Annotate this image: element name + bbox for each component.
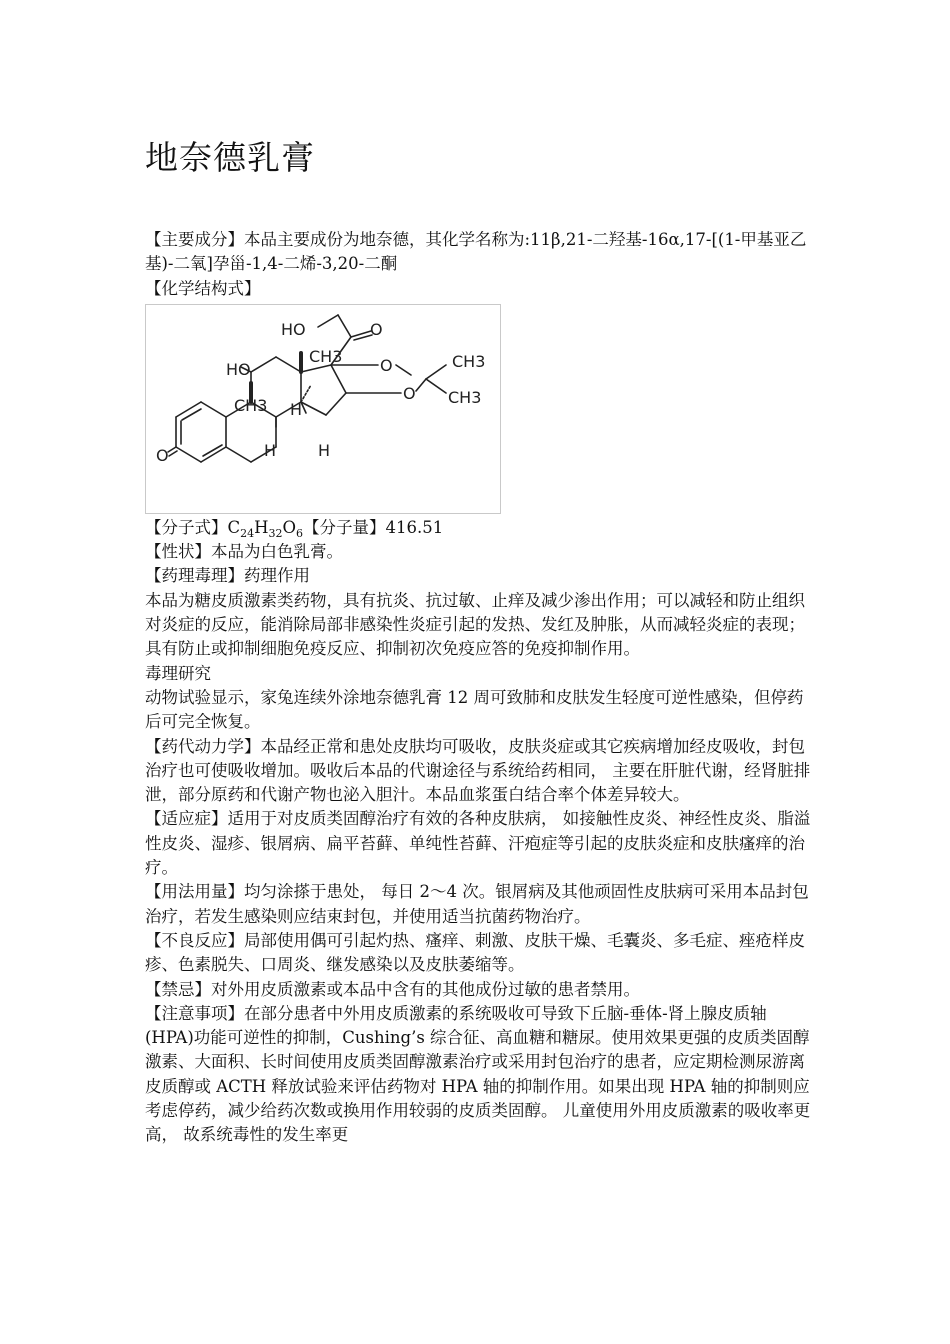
weight-label: 【分子量】	[303, 517, 386, 537]
formula-h-count: 32	[268, 526, 283, 540]
formula-o-count: 6	[296, 526, 304, 540]
label-ho-left: HO	[226, 359, 251, 379]
label-h-2: H	[264, 440, 277, 460]
character-paragraph: 【性状】本品为白色乳膏。	[145, 542, 343, 562]
label-o-1: O	[380, 355, 393, 375]
formula-label: 【分子式】	[145, 517, 228, 537]
page-title: 地奈德乳膏	[145, 138, 315, 177]
formula-paragraph	[145, 516, 815, 540]
contraindications-paragraph: 【禁忌】对外用皮质激素或本品中含有的其他成份过敏的患者禁用。	[145, 979, 640, 999]
label-ch3-top: CH3	[309, 346, 343, 366]
label-o-2: O	[403, 383, 416, 403]
label-o-ketone: O	[370, 319, 383, 339]
pharmacokinetics-paragraph: 【药代动力学】本品经正常和患处皮肤均可吸收，皮肤炎症或其它疾病增加经皮吸收，封包治疗也可使吸收增加。吸收后本品的代谢途径与系统给药相同， 主要在肝脏代谢，经肾脏排泄，部分原药和代谢产物也泌入胆汁。本品血浆蛋白结合率个体差异较大。	[145, 736, 811, 805]
formula-c-count: 24	[240, 526, 255, 540]
indications-paragraph: 【适应症】适用于对皮质类固醇治疗有效的各种皮肤病， 如接触性皮炎、神经性皮炎、脂溢性皮炎、湿疹、银屑病、扁平苔藓、单纯性苔藓、汗疱症等引起的皮肤炎症和皮肤瘙痒的治疗。	[145, 809, 811, 878]
label-o-bottom: O	[156, 445, 169, 465]
pharmacology-heading: 【药理毒理】药理作用	[145, 566, 310, 586]
dosage-paragraph: 【用法用量】均匀涂搽于患处， 每日 2～4 次。银屑病及其他顽固性皮肤病可采用本品封包治疗，若发生感染则应结束封包，并使用适当抗菌药物治疗。	[145, 882, 809, 926]
formula-o: O	[282, 517, 297, 537]
formula-c: C	[227, 517, 241, 537]
label-h-3: H	[318, 440, 331, 460]
document-body	[145, 228, 815, 1148]
structure-heading: 【化学结构式】	[145, 278, 261, 298]
composition-paragraph: 【主要成分】本品主要成份为地奈德，其化学名称为:11β,21-二羟基-16α,17-[(1-甲基亚乙基)-二氧]孕甾-1,4-二烯-3,20-二酮	[145, 230, 807, 274]
adverse-reactions-paragraph: 【不良反应】局部使用偶可引起灼热、瘙痒、刺激、皮肤干燥、毛囊炎、多毛症、痤疮样皮疹、色素脱失、口周炎、继发感染以及皮肤萎缩等。	[145, 930, 805, 975]
chemical-structure-diagram	[146, 305, 500, 513]
label-h-1: H	[290, 399, 303, 419]
pharmacology-paragraph: 本品为糖皮质激素类药物，具有抗炎、抗过敏、止痒及减少渗出作用；可以减轻和防止组织对炎症的反应，能消除局部非感染性炎症引起的发热、发红及肿胀，从而减轻炎症的表现；具有防止或抑制细胞免疫反应、抑制初次免疫应答的免疫抑制作用。	[145, 590, 805, 659]
toxicology-paragraph: 动物试验显示，家兔连续外涂地奈德乳膏 12 周可致肺和皮肤发生轻度可逆性感染，但停药后可完全恢复。	[145, 687, 804, 732]
chemical-structure-figure	[145, 304, 501, 514]
label-ch3-mid: CH3	[234, 395, 268, 415]
label-ch3-right-1: CH3	[452, 351, 486, 371]
precautions-paragraph: 【注意事项】在部分患者中外用皮质激素的系统吸收可导致下丘脑-垂体-肾上腺皮质轴(HPA)功能可逆性的抑制，Cushing’s 综合征、高血糖和糖尿。使用效果更强的皮质类固醇激素、大面积、长时间使用皮质类固醇激素治疗或采用封包治疗的患者，应定期检测尿游离皮质醇或 ACTH 释放试验来评估药物对 HPA 轴的抑制作用。如果出现 HPA 轴的抑制则应考虑停药，减少给药次数或换用作用较弱的皮质类固醇。 儿童使用外用皮质激素的吸收率更高， 故系统毒性的发生率更	[145, 1003, 811, 1145]
formula-h: H	[254, 517, 269, 537]
label-ho-top: HO	[281, 319, 306, 339]
label-ch3-right-2: CH3	[448, 387, 482, 407]
toxicology-heading: 毒理研究	[145, 663, 211, 683]
molecular-weight: 416.51	[385, 517, 444, 537]
